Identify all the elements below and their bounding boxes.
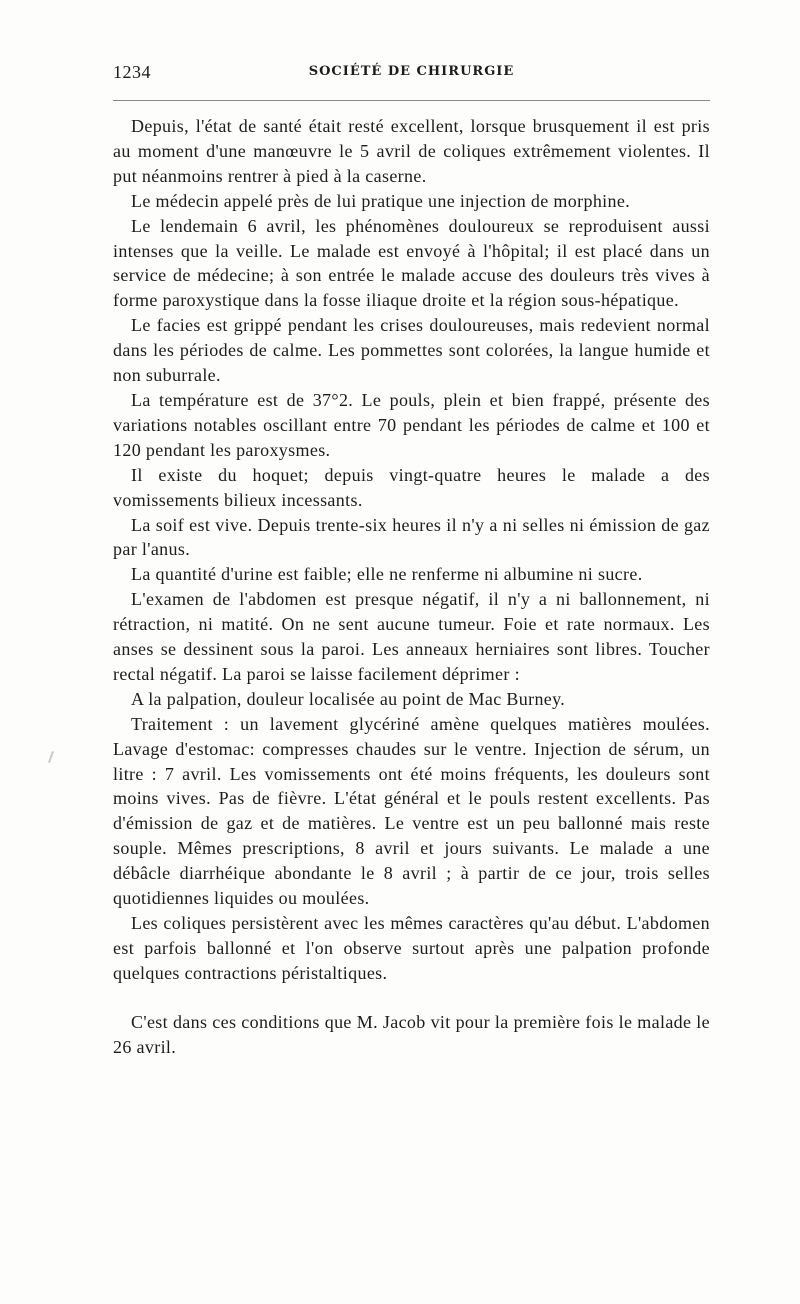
running-title: SOCIÉTÉ DE CHIRURGIE: [308, 64, 515, 79]
paragraph: C'est dans ces conditions que M. Jacob vit pour la première fois le malade le 26 avril.: [113, 1011, 710, 1057]
margin-mark: [48, 751, 54, 763]
paragraph: Le médecin appelé près de lui pratique une injection de morphine.: [131, 190, 631, 211]
paragraph: L'examen de l'abdomen est presque négatif, il n'y a ni ballonnement, ni rétraction, ni matité. On ne sent aucune tumeur. Foie et rate normaux. Les anses se dessinent sous la paroi. Les anneaux herniaires sont libres. Toucher rectal négatif. La paroi se laisse facilement déprimer :: [113, 589, 710, 684]
paragraph: A la palpation, douleur localisée au point de Mac Burney.: [131, 688, 566, 709]
paragraph: Traitement : un lavement glycériné amène quelques matières moulées. Lavage d'estomac: compresses chaudes sur le ventre. Injection de sérum, un litre : 7 avril. Les vomissements ont été moins fréquents, les douleurs sont moins vives. Pas de fièvre. L'état général et le pouls restent excellents. Pas d'émission de gaz et de matières. Le ventre est un peu ballonné mais reste souple. Mêmes prescriptions, 8 avril et jours suivants. Le malade a une débâcle diarrhéique abondante le 8 avril ; à partir de ce jour, trois selles quotidiennes liquides ou moulées.: [113, 713, 710, 909]
header-rule: [113, 100, 710, 101]
paragraph: Depuis, l'état de santé était resté excellent, lorsque brusquement il est pris au moment d'une manœuvre le 5 avril de coliques extrêmement violentes. Il put néanmoins rentrer à pied à la caserne.: [113, 116, 710, 186]
paragraph: Il existe du hoquet; depuis vingt-quatre heures le malade a des vomissements bilieux incessants.: [113, 464, 710, 510]
page-number: 1234: [113, 62, 151, 82]
paragraph: La soif est vive. Depuis trente-six heures il n'y a ni selles ni émission de gaz par l'anus.: [113, 514, 710, 560]
paragraph: La quantité d'urine est faible; elle ne renferme ni albumine ni sucre.: [131, 564, 643, 585]
body-text: [113, 114, 710, 1060]
paragraph: Le facies est grippé pendant les crises douloureuses, mais redevient normal dans les périodes de calme. Les pommettes sont colorées, la langue humide et non suburrale.: [113, 315, 710, 386]
paragraph: La température est de 37°2. Le pouls, plein et bien frappé, présente des variations notables oscillant entre 70 pendant les périodes de calme et 100 et 120 pendant les paroxysmes.: [113, 389, 710, 460]
paragraph: Le lendemain 6 avril, les phénomènes douloureux se reproduisent aussi intenses que la veille. Le malade est envoyé à l'hôpital; il est placé dans un service de médecine; à son entrée le malade accuse des douleurs très vives à forme paroxystique dans la fosse iliaque droite et la région sous-hépatique.: [113, 215, 710, 311]
paragraph: Les coliques persistèrent avec les mêmes caractères qu'au début. L'abdomen est parfois ballonné et l'on observe surtout après une palpation profonde quelques contractions péristaltiques.: [113, 913, 710, 983]
page-header: [113, 58, 710, 88]
